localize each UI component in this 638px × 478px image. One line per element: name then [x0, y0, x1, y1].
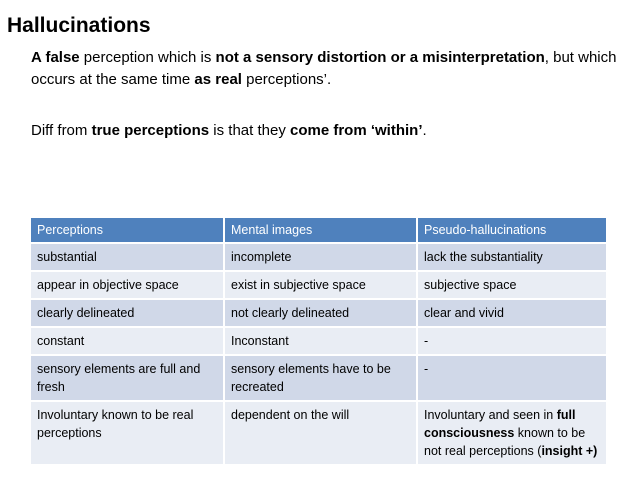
table-cell: [417, 401, 607, 464]
table-cell: -: [417, 327, 607, 355]
bold-text: true perceptions: [91, 122, 210, 139]
table-row: [31, 327, 607, 355]
bold-text: insight +): [541, 444, 598, 458]
text: known to be not real perceptions (: [424, 426, 586, 458]
table-cell: sensory elements are full and fresh: [31, 355, 224, 401]
table-cell: subjective space: [417, 271, 607, 299]
table-row: [31, 243, 607, 271]
table-cell: not clearly delineated: [224, 299, 417, 327]
table-row: [31, 355, 607, 401]
table-row: [31, 401, 607, 464]
table-cell: clearly delineated: [31, 299, 224, 327]
table-cell: Involuntary known to be real perceptions: [31, 401, 224, 464]
text: , but which occurs at the same time: [31, 49, 617, 88]
table-cell: exist in subjective space: [224, 271, 417, 299]
table-cell: lack the substantiality: [417, 243, 607, 271]
table-cell: constant: [31, 327, 224, 355]
definition-paragraph: [31, 47, 621, 91]
header-perceptions: Perceptions: [31, 218, 224, 243]
table-cell: Inconstant: [224, 327, 417, 355]
bold-text: full consciousness: [424, 408, 576, 440]
text: Involuntary and seen in: [424, 408, 557, 422]
table-cell: -: [417, 355, 607, 401]
bold-text: come from ‘within’: [289, 122, 423, 139]
bold-text: A false: [31, 49, 80, 66]
text: perception which is: [79, 49, 216, 66]
table-cell: clear and vivid: [417, 299, 607, 327]
table-row: [31, 271, 607, 299]
bold-text: not a sensory distortion or a misinterpretation: [215, 49, 545, 66]
text: is that they: [209, 122, 290, 139]
slide-title: Hallucinations: [7, 14, 151, 37]
text: perceptions’.: [241, 71, 332, 88]
table-cell: appear in objective space: [31, 271, 224, 299]
header-mental-images: Mental images: [224, 218, 417, 243]
table-cell: substantial: [31, 243, 224, 271]
table-row: [31, 299, 607, 327]
table-cell: dependent on the will: [224, 401, 417, 464]
header-pseudo-hallucinations: Pseudo-hallucinations: [417, 218, 607, 243]
difference-paragraph: [31, 120, 621, 142]
table-cell: sensory elements have to be recreated: [224, 355, 417, 401]
table-cell: incomplete: [224, 243, 417, 271]
text: Diff from: [31, 122, 92, 139]
comparison-table: [31, 218, 608, 464]
bold-text: as real: [194, 71, 242, 88]
text: .: [422, 122, 427, 139]
table-header-row: [31, 218, 607, 243]
